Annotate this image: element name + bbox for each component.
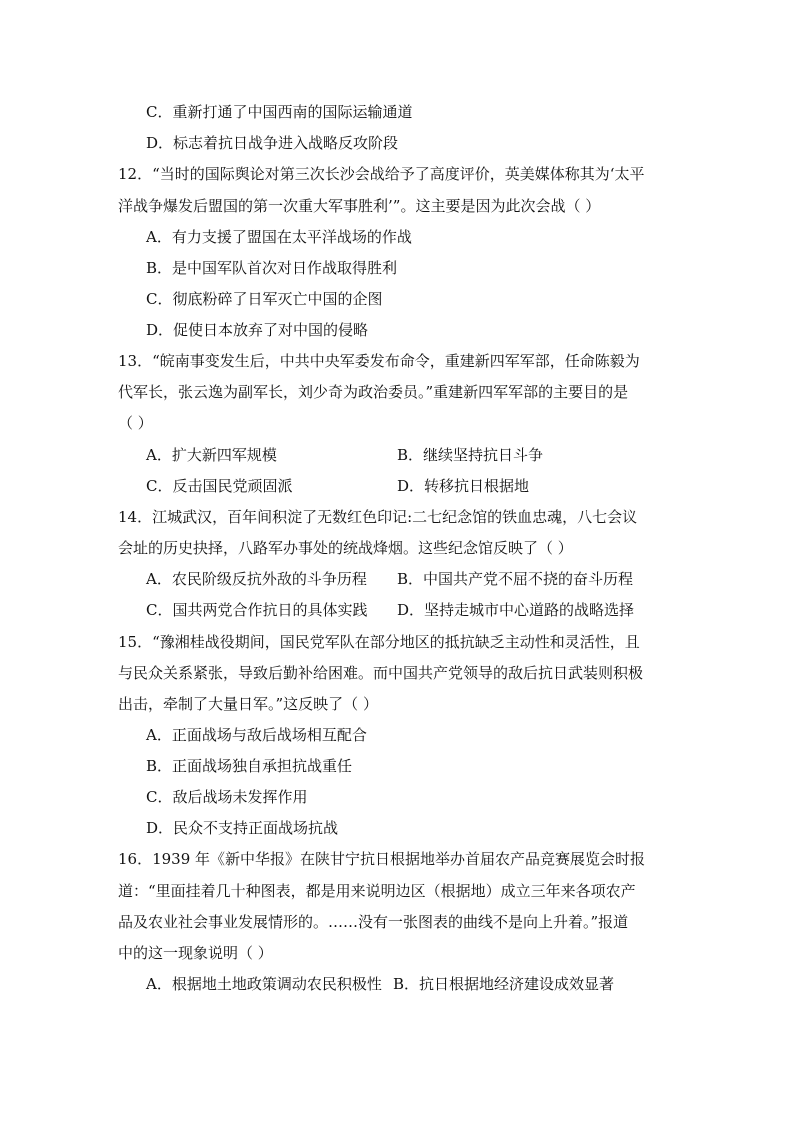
q16-option-a: A．根据地土地政策调动农民积极性	[146, 975, 382, 993]
q14-option-a: A．农民阶级反抗外敌的斗争历程	[146, 570, 367, 588]
q15-option-c: C．敌后战场未发挥作用	[146, 788, 308, 806]
q13-option-c: C．反击国民党顽固派	[146, 477, 293, 495]
q15-option-d: D．民众不支持正面战场抗战	[146, 819, 339, 837]
q14-stem-line-1: 14．江城武汉，百年间积淀了无数红色印记:二七纪念馆的铁血忠魂，八七会议	[118, 508, 638, 526]
q16-option-b: B．抗日根据地经济建设成效显著	[393, 975, 615, 993]
q13-option-d: D．转移抗日根据地	[397, 477, 530, 495]
q15-stem-line-2: 与民众关系紧张，导致后勤补给困难。而中国共产党领导的敌后抗日武装则积极	[118, 664, 644, 682]
q16-stem-line-3: 品及农业社会事业发展情形的。……没有一张图表的曲线不是向上升着。”报道	[118, 913, 629, 931]
q12-option-b: B．是中国军队首次对日作战取得胜利	[146, 259, 398, 277]
q14-option-b: B．中国共产党不屈不挠的奋斗历程	[397, 570, 634, 588]
q15-stem-line-1: 15．“豫湘桂战役期间，国民党军队在部分地区的抵抗缺乏主动性和灵活性，且	[118, 633, 640, 651]
q11-option-d: D．标志着抗日战争进入战略反攻阶段	[146, 134, 399, 152]
q13-stem-line-1: 13．“皖南事变发生后，中共中央军委发布命令，重建新四军军部，任命陈毅为	[118, 352, 640, 370]
q14-option-c: C．国共两党合作抗日的具体实践	[146, 601, 368, 619]
q13-option-a: A．扩大新四军规模	[146, 446, 277, 464]
q15-option-b: B．正面战场独自承担抗战重任	[146, 757, 353, 775]
q14-stem-line-2: 会址的历史抉择，八路军办事处的统战烽烟。这些纪念馆反映了（ ）	[118, 539, 573, 557]
q11-option-c: C．重新打通了中国西南的国际运输通道	[146, 103, 413, 121]
q16-stem-line-2: 道：“里面挂着几十种图表，都是用来说明边区（根据地）成立三年来各项农产	[118, 882, 636, 900]
q13-option-b: B．继续坚持抗日斗争	[397, 446, 544, 464]
q15-stem-line-3: 出击，牵制了大量日军。”这反映了（ ）	[118, 695, 378, 713]
q12-option-a: A．有力支援了盟国在太平洋战场的作战	[146, 228, 412, 246]
q16-stem-line-1: 16．1939 年《新中华报》在陕甘宁抗日根据地举办首届农产品竞赛展览会时报	[118, 850, 646, 868]
q12-option-d: D．促使日本放弃了对中国的侵略	[146, 321, 369, 339]
q13-stem-line-3: （ ）	[118, 414, 153, 432]
q15-option-a: A．正面战场与敌后战场相互配合	[146, 726, 367, 744]
q16-stem-line-4: 中的这一现象说明（ ）	[118, 944, 273, 962]
q12-stem-line-1: 12．“当时的国际舆论对第三次长沙会战给予了高度评价，英美媒体称其为‘太平	[118, 165, 645, 183]
q14-option-d: D．坚持走城市中心道路的战略选择	[397, 601, 635, 619]
q12-stem-line-2: 洋战争爆发后盟国的第一次重大军事胜利’”。这主要是因为此次会战（ ）	[118, 197, 601, 215]
q13-stem-line-2: 代军长，张云逸为副军长，刘少奇为政治委员。”重建新四军军部的主要目的是	[118, 383, 629, 401]
q12-option-c: C．彻底粉碎了日军灭亡中国的企图	[146, 290, 383, 308]
